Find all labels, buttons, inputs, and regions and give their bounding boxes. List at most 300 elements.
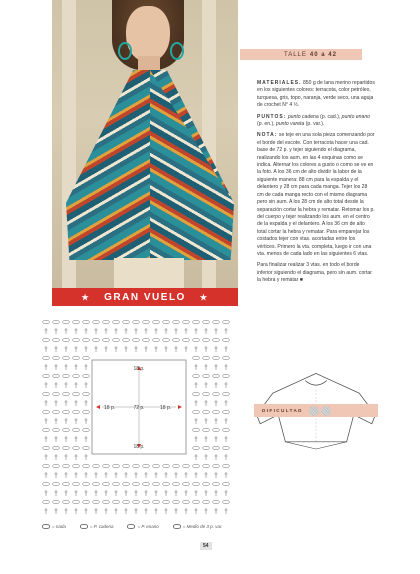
stitch-symbol-icon bbox=[133, 464, 140, 468]
stitch-symbol-icon bbox=[43, 464, 50, 468]
stitch-symbol-icon bbox=[185, 472, 188, 478]
stitch-symbol-icon bbox=[95, 472, 98, 478]
difficulty-bar bbox=[254, 404, 378, 417]
stitch-symbol-icon bbox=[45, 508, 48, 514]
stitch-symbol-icon bbox=[225, 382, 228, 388]
stitch-symbol-icon bbox=[83, 338, 90, 342]
stitch-symbol-icon bbox=[203, 320, 210, 324]
size-label: TALLE bbox=[284, 51, 307, 58]
stitch-symbol-icon bbox=[53, 356, 60, 360]
stitch-symbol-icon bbox=[83, 320, 90, 324]
stitch-symbol-icon bbox=[215, 382, 218, 388]
stitch-symbol-icon bbox=[155, 346, 158, 352]
legend-item bbox=[127, 524, 158, 529]
chain-symbol-icon bbox=[80, 524, 88, 529]
stitch-symbol-icon bbox=[203, 500, 210, 504]
stitch-symbol-icon bbox=[73, 338, 80, 342]
stitch-symbol-icon bbox=[65, 454, 68, 460]
earring-icon bbox=[118, 42, 132, 60]
stitch-symbol-icon bbox=[225, 454, 228, 460]
stitch-symbol-icon bbox=[203, 482, 210, 486]
stitch-symbol-icon bbox=[225, 418, 228, 424]
stitch-symbol-icon bbox=[113, 320, 120, 324]
stitch-symbol-icon bbox=[115, 328, 118, 334]
stitch-symbol-icon bbox=[73, 428, 80, 432]
stitch-symbol-icon bbox=[143, 464, 150, 468]
stitch-symbol-icon bbox=[123, 500, 130, 504]
stitch-symbol-icon bbox=[143, 320, 150, 324]
stitch-symbol-icon bbox=[225, 472, 228, 478]
stitch-symbol-icon bbox=[223, 374, 230, 378]
stitch-symbol-icon bbox=[63, 338, 70, 342]
stitch-symbol-icon bbox=[45, 400, 48, 406]
stitch-symbol-icon bbox=[225, 508, 228, 514]
stitch-symbol-icon bbox=[195, 508, 198, 514]
stitch-symbol-icon bbox=[135, 328, 138, 334]
stitch-symbol-icon bbox=[223, 500, 230, 504]
stitch-symbol-icon bbox=[93, 320, 100, 324]
star-icon: ★ bbox=[81, 292, 91, 302]
stitch-symbol-icon bbox=[195, 454, 198, 460]
stitch-symbol-icon bbox=[55, 436, 58, 442]
stitch-symbol-icon bbox=[63, 392, 70, 396]
stitch-symbol-icon bbox=[63, 410, 70, 414]
stitch-symbol-icon bbox=[183, 482, 190, 486]
stitch-symbol-icon bbox=[205, 418, 208, 424]
stitch-symbol-icon bbox=[85, 400, 88, 406]
stitch-symbol-icon bbox=[215, 400, 218, 406]
stitch-abbr: (p. cad.), bbox=[320, 113, 341, 120]
stitch-symbol-icon bbox=[73, 464, 80, 468]
stitch-symbol-icon bbox=[135, 508, 138, 514]
stitch-symbol-icon bbox=[65, 508, 68, 514]
stitch-symbol-icon bbox=[203, 428, 210, 432]
stitch-symbol-icon bbox=[203, 374, 210, 378]
stitch-symbol-icon bbox=[213, 392, 220, 396]
stitch-symbol-icon bbox=[125, 508, 128, 514]
stitch-symbol-icon bbox=[173, 320, 180, 324]
stitch-symbol-icon bbox=[75, 472, 78, 478]
stitch-symbol-icon bbox=[105, 328, 108, 334]
stitch-symbol-icon bbox=[125, 490, 128, 496]
stitch-symbol-icon bbox=[93, 464, 100, 468]
stitch-symbol-icon bbox=[155, 490, 158, 496]
stitch-symbol-icon bbox=[215, 364, 218, 370]
stitch-symbol-icon bbox=[225, 328, 228, 334]
stitch-symbol-icon bbox=[205, 364, 208, 370]
stitch-symbol-icon bbox=[95, 508, 98, 514]
stitch-symbol-icon bbox=[213, 428, 220, 432]
stitch-symbol-icon bbox=[215, 454, 218, 460]
stitch-symbol-icon bbox=[175, 508, 178, 514]
stitch-symbol-icon bbox=[45, 454, 48, 460]
stitch-symbol-icon bbox=[225, 400, 228, 406]
stitch-symbol-icon bbox=[165, 490, 168, 496]
stitch-symbol-icon bbox=[223, 410, 230, 414]
stitch-symbol-icon bbox=[53, 374, 60, 378]
stitch-symbol-icon bbox=[85, 454, 88, 460]
stitch-symbol-icon bbox=[123, 464, 130, 468]
stitch-symbol-icon bbox=[63, 374, 70, 378]
stitch-symbol-icon bbox=[75, 508, 78, 514]
stitch-symbol-icon bbox=[155, 508, 158, 514]
stitch-symbol-icon bbox=[185, 328, 188, 334]
stitch-symbol-icon bbox=[85, 508, 88, 514]
stitch-symbol-icon bbox=[75, 454, 78, 460]
stitch-symbol-icon bbox=[53, 410, 60, 414]
legend-item bbox=[173, 524, 223, 529]
stitch-symbol-icon bbox=[225, 364, 228, 370]
stitch-symbol-icon bbox=[85, 472, 88, 478]
model-pants bbox=[114, 258, 184, 288]
chart-label-left: 18 p. bbox=[104, 405, 116, 411]
stitch-symbol-icon bbox=[193, 428, 200, 432]
instructions bbox=[257, 80, 375, 289]
dot-symbol-icon bbox=[42, 524, 50, 529]
stitch-symbol-icon bbox=[145, 508, 148, 514]
stitch-symbol-icon bbox=[55, 364, 58, 370]
stitch-symbol-icon bbox=[75, 328, 78, 334]
stitch-symbol-icon bbox=[53, 482, 60, 486]
stitch-symbol-icon bbox=[63, 428, 70, 432]
stitch-symbol-icon bbox=[85, 490, 88, 496]
size-tag bbox=[240, 49, 362, 60]
stitch-symbol-icon bbox=[205, 346, 208, 352]
stitch-symbol-icon bbox=[65, 436, 68, 442]
stitch-symbol-icon bbox=[45, 328, 48, 334]
stitch-symbol-icon bbox=[225, 346, 228, 352]
legend-text: = P. cadena bbox=[89, 523, 114, 529]
stitch-symbol-icon bbox=[193, 356, 200, 360]
stitch-symbol-icon bbox=[63, 320, 70, 324]
note-label: NOTA: bbox=[257, 132, 278, 139]
stitch-symbol-icon bbox=[53, 392, 60, 396]
stitch-symbol-icon bbox=[85, 436, 88, 442]
stitch-symbol-icon bbox=[83, 374, 90, 378]
stitch-symbol-icon bbox=[153, 320, 160, 324]
stitch-symbol-icon bbox=[115, 346, 118, 352]
stitch-symbol-icon bbox=[165, 508, 168, 514]
stitch-symbol-icon bbox=[205, 490, 208, 496]
stitch-symbol-icon bbox=[125, 346, 128, 352]
stitch-symbol-icon bbox=[213, 338, 220, 342]
stitch-symbol-icon bbox=[203, 446, 210, 450]
stitch-symbol-icon bbox=[165, 346, 168, 352]
stitch-symbol-icon bbox=[153, 500, 160, 504]
stitch-symbol-icon bbox=[43, 428, 50, 432]
stitch-symbol-icon bbox=[195, 400, 198, 406]
stitch-symbol-icon bbox=[43, 410, 50, 414]
stitch-symbol-icon bbox=[113, 338, 120, 342]
stitch-symbol-icon bbox=[73, 320, 80, 324]
stitch-symbol-icon bbox=[173, 338, 180, 342]
yarn-ball-icon bbox=[321, 406, 331, 416]
stitch-symbol-icon bbox=[203, 464, 210, 468]
stitch-symbol-icon bbox=[215, 328, 218, 334]
pattern-title: GRAN VUELO bbox=[104, 291, 186, 303]
stitch-symbol-icon bbox=[195, 472, 198, 478]
stitch-symbol-icon bbox=[183, 338, 190, 342]
stitch-symbol-icon bbox=[175, 472, 178, 478]
stitch-symbol-icon bbox=[145, 328, 148, 334]
difficulty-label: DIFICULTAD bbox=[262, 408, 303, 413]
stitch-symbol-icon bbox=[55, 472, 58, 478]
stitch-symbol-icon bbox=[205, 400, 208, 406]
stitch-name: punto cadena bbox=[287, 113, 319, 120]
stitch-symbol-icon bbox=[223, 464, 230, 468]
stitch-symbol-icon bbox=[83, 410, 90, 414]
slip-stitch-symbol-icon bbox=[127, 524, 135, 529]
stitch-symbol-icon bbox=[155, 328, 158, 334]
stitch-symbol-icon bbox=[195, 490, 198, 496]
stitch-symbol-icon bbox=[223, 428, 230, 432]
stitch-symbol-icon bbox=[123, 338, 130, 342]
stitch-symbol-icon bbox=[93, 500, 100, 504]
stitch-symbol-icon bbox=[55, 508, 58, 514]
stitch-symbol-icon bbox=[215, 472, 218, 478]
stitch-symbol-icon bbox=[195, 418, 198, 424]
stitch-symbol-icon bbox=[65, 346, 68, 352]
stitch-symbol-icon bbox=[143, 500, 150, 504]
stitch-symbol-icon bbox=[215, 436, 218, 442]
stitch-symbol-icon bbox=[183, 500, 190, 504]
stitch-symbol-icon bbox=[83, 356, 90, 360]
stitch-symbol-icon bbox=[135, 472, 138, 478]
stitch-symbol-icon bbox=[215, 508, 218, 514]
chart-label-center: 72 p. bbox=[133, 405, 145, 411]
stitch-symbol-icon bbox=[145, 490, 148, 496]
stitch-symbol-icon bbox=[55, 346, 58, 352]
stitch-symbol-icon bbox=[45, 436, 48, 442]
stitch-symbol-icon bbox=[85, 328, 88, 334]
stitch-symbol-icon bbox=[113, 500, 120, 504]
stitch-symbol-icon bbox=[193, 464, 200, 468]
stitch-symbol-icon bbox=[63, 446, 70, 450]
stitch-symbol-icon bbox=[195, 436, 198, 442]
stitch-symbol-icon bbox=[125, 328, 128, 334]
legend-item bbox=[80, 524, 114, 529]
star-icon: ★ bbox=[199, 292, 209, 302]
model-photo bbox=[52, 0, 238, 288]
stitch-symbol-icon bbox=[175, 346, 178, 352]
materials-paragraph bbox=[257, 80, 375, 110]
note-body: se teje en una sola pieza comenzando por el borde del escote. Con terracota hacer una cad. base de 72 p. y tejer siguiendo el diagrama, realizando los aum. en las 4 esquinas como se indica. Alternar los colores a gusto o como se ve en la foto. A los 36 cm de alto dividir la labor de la siguiente manera: 88 cm para la espalda y el delantero y 28 cm para cada manga. Tejer los 28 cm de cada manga recto con el mismo diagrama pero sin aum. A los 28 cm de alto total desde la separación cortar la hebra y rematar. Retomar los p. del cuerpo y tejer realizando los aum. en el centro de la espalda y el delantero. A los 36 cm de alto total cortar la hebra y rematar. Para emparejar los costados tejer con vtas. acortadas entre los vértices. Primero la vta. completa, luego ir con una vta. menos de cada lado en las siguientes 6 vtas. bbox=[257, 132, 375, 257]
materials-body: 850 g de lana merino repartidos en los siguientes colores: terracota, color petróleo, turquesa, gris, topo, naranja, verde seco, una aguja de crochet N° 4 ½. bbox=[257, 80, 375, 109]
stitch-symbol-icon bbox=[75, 490, 78, 496]
stitch-symbol-icon bbox=[105, 508, 108, 514]
yarn-ball-icon bbox=[309, 406, 319, 416]
points-label: PUNTOS: bbox=[257, 113, 287, 120]
stitch-symbol-icon bbox=[85, 364, 88, 370]
stitch-symbol-icon bbox=[213, 320, 220, 324]
stitch-symbol-icon bbox=[145, 346, 148, 352]
stitch-symbol-icon bbox=[85, 346, 88, 352]
stitch-symbol-icon bbox=[143, 338, 150, 342]
stitch-symbol-icon bbox=[43, 374, 50, 378]
crochet-chart bbox=[40, 316, 236, 516]
stitch-symbol-icon bbox=[205, 382, 208, 388]
stitch-symbol-icon bbox=[213, 446, 220, 450]
stitch-abbr: (p. en.), bbox=[257, 121, 275, 128]
stitch-symbol-icon bbox=[215, 418, 218, 424]
stitch-symbol-icon bbox=[63, 356, 70, 360]
stitch-symbol-icon bbox=[65, 364, 68, 370]
stitch-symbol-icon bbox=[53, 446, 60, 450]
stitch-symbol-icon bbox=[153, 482, 160, 486]
stitch-symbol-icon bbox=[215, 490, 218, 496]
chart-label-right: 18 p. bbox=[160, 405, 172, 411]
stitch-symbol-icon bbox=[175, 328, 178, 334]
stitch-symbol-icon bbox=[73, 374, 80, 378]
stitch-symbol-icon bbox=[163, 500, 170, 504]
earring-icon bbox=[170, 42, 184, 60]
stitch-symbol-icon bbox=[45, 472, 48, 478]
stitch-symbol-icon bbox=[63, 500, 70, 504]
stitch-symbol-icon bbox=[73, 410, 80, 414]
stitch-name: punto vareta bbox=[275, 121, 305, 128]
stitch-symbol-icon bbox=[193, 482, 200, 486]
stitch-symbol-icon bbox=[55, 418, 58, 424]
stitch-symbol-icon bbox=[65, 328, 68, 334]
stitch-symbol-icon bbox=[65, 490, 68, 496]
cluster-symbol-icon bbox=[173, 524, 181, 529]
stitch-symbol-icon bbox=[155, 472, 158, 478]
stitch-symbol-icon bbox=[133, 338, 140, 342]
stitch-symbol-icon bbox=[75, 364, 78, 370]
stitch-symbol-icon bbox=[125, 472, 128, 478]
stitch-symbol-icon bbox=[203, 410, 210, 414]
materials-label: MATERIALES. bbox=[257, 80, 302, 86]
stitch-symbol-icon bbox=[43, 482, 50, 486]
stitch-symbol-icon bbox=[53, 320, 60, 324]
stitch-symbol-icon bbox=[205, 508, 208, 514]
stitch-symbol-icon bbox=[213, 464, 220, 468]
size-value: 40 a 42 bbox=[309, 51, 337, 58]
stitch-symbol-icon bbox=[103, 338, 110, 342]
stitch-symbol-icon bbox=[225, 490, 228, 496]
stitch-symbol-icon bbox=[123, 482, 130, 486]
stitch-symbol-icon bbox=[193, 338, 200, 342]
stitch-symbol-icon bbox=[225, 436, 228, 442]
stitch-symbol-icon bbox=[43, 500, 50, 504]
stitch-symbol-icon bbox=[95, 346, 98, 352]
stitch-symbol-icon bbox=[213, 374, 220, 378]
stitch-symbol-icon bbox=[103, 482, 110, 486]
stitch-symbol-icon bbox=[65, 472, 68, 478]
stitch-symbol-icon bbox=[105, 346, 108, 352]
stitch-symbol-icon bbox=[183, 464, 190, 468]
stitch-symbol-icon bbox=[205, 454, 208, 460]
chart-label-top: 18 p. bbox=[133, 366, 145, 372]
points-paragraph bbox=[257, 114, 375, 129]
stitch-symbol-icon bbox=[223, 392, 230, 396]
stitch-symbol-icon bbox=[193, 410, 200, 414]
stitch-symbol-icon bbox=[163, 482, 170, 486]
stitch-symbol-icon bbox=[183, 320, 190, 324]
stitch-symbol-icon bbox=[135, 490, 138, 496]
stitch-symbol-icon bbox=[75, 418, 78, 424]
stitch-symbol-icon bbox=[95, 490, 98, 496]
stitch-symbol-icon bbox=[55, 382, 58, 388]
stitch-symbol-icon bbox=[75, 400, 78, 406]
stitch-symbol-icon bbox=[93, 482, 100, 486]
stitch-symbol-icon bbox=[73, 392, 80, 396]
stitch-symbol-icon bbox=[165, 328, 168, 334]
stitch-symbol-icon bbox=[43, 338, 50, 342]
chart-legend bbox=[42, 521, 238, 531]
stitch-symbol-icon bbox=[65, 400, 68, 406]
stitch-symbol-icon bbox=[75, 382, 78, 388]
stitch-symbol-icon bbox=[193, 500, 200, 504]
legend-text: = Medio de 3 p. var. bbox=[182, 523, 223, 529]
stitch-symbol-icon bbox=[223, 482, 230, 486]
stitch-symbol-icon bbox=[203, 356, 210, 360]
stitch-symbol-icon bbox=[153, 464, 160, 468]
stitch-symbol-icon bbox=[53, 464, 60, 468]
stitch-symbol-icon bbox=[143, 482, 150, 486]
stitch-symbol-icon bbox=[53, 500, 60, 504]
stitch-symbol-icon bbox=[203, 392, 210, 396]
stitch-symbol-icon bbox=[213, 410, 220, 414]
stitch-symbol-icon bbox=[65, 418, 68, 424]
stitch-symbol-icon bbox=[43, 356, 50, 360]
stitch-symbol-icon bbox=[83, 446, 90, 450]
stitch-symbol-icon bbox=[75, 346, 78, 352]
stitch-symbol-icon bbox=[153, 338, 160, 342]
stitch-symbol-icon bbox=[113, 482, 120, 486]
stitch-symbol-icon bbox=[163, 320, 170, 324]
stitch-symbol-icon bbox=[173, 464, 180, 468]
stitch-symbol-icon bbox=[223, 356, 230, 360]
legend-item bbox=[42, 524, 66, 529]
page-number: 54 bbox=[200, 542, 212, 550]
stitch-symbol-icon bbox=[175, 490, 178, 496]
stitch-symbol-icon bbox=[205, 436, 208, 442]
stitch-symbol-icon bbox=[205, 472, 208, 478]
stitch-symbol-icon bbox=[115, 508, 118, 514]
stitch-symbol-icon bbox=[73, 500, 80, 504]
stitch-symbol-icon bbox=[45, 364, 48, 370]
stitch-symbol-icon bbox=[135, 346, 138, 352]
stitch-symbol-icon bbox=[73, 446, 80, 450]
stitch-symbol-icon bbox=[123, 320, 130, 324]
stitch-symbol-icon bbox=[133, 500, 140, 504]
stitch-symbol-icon bbox=[45, 382, 48, 388]
stitch-symbol-icon bbox=[73, 482, 80, 486]
stitch-symbol-icon bbox=[115, 472, 118, 478]
stitch-symbol-icon bbox=[95, 328, 98, 334]
finish-paragraph: Para finalizar realizar 3 vtas. en todo el borde inferior siguiendo el diagrama, pero sin aum. cortar la hebra y rematar ■ bbox=[257, 262, 372, 284]
stitch-symbol-icon bbox=[195, 382, 198, 388]
stitch-symbol-icon bbox=[103, 464, 110, 468]
stitch-symbol-icon bbox=[223, 338, 230, 342]
model-face bbox=[126, 6, 170, 62]
title-banner bbox=[52, 288, 238, 306]
stitch-symbol-icon bbox=[53, 338, 60, 342]
stitch-symbol-icon bbox=[55, 454, 58, 460]
stitch-symbol-icon bbox=[103, 320, 110, 324]
stitch-symbol-icon bbox=[193, 374, 200, 378]
stitch-symbol-icon bbox=[83, 500, 90, 504]
stitch-symbol-icon bbox=[195, 364, 198, 370]
stitch-symbol-icon bbox=[55, 328, 58, 334]
stitch-symbol-icon bbox=[113, 464, 120, 468]
stitch-name: punto enano bbox=[341, 113, 370, 120]
stitch-symbol-icon bbox=[45, 418, 48, 424]
stitch-symbol-icon bbox=[45, 490, 48, 496]
stitch-symbol-icon bbox=[83, 392, 90, 396]
stitch-symbol-icon bbox=[203, 338, 210, 342]
